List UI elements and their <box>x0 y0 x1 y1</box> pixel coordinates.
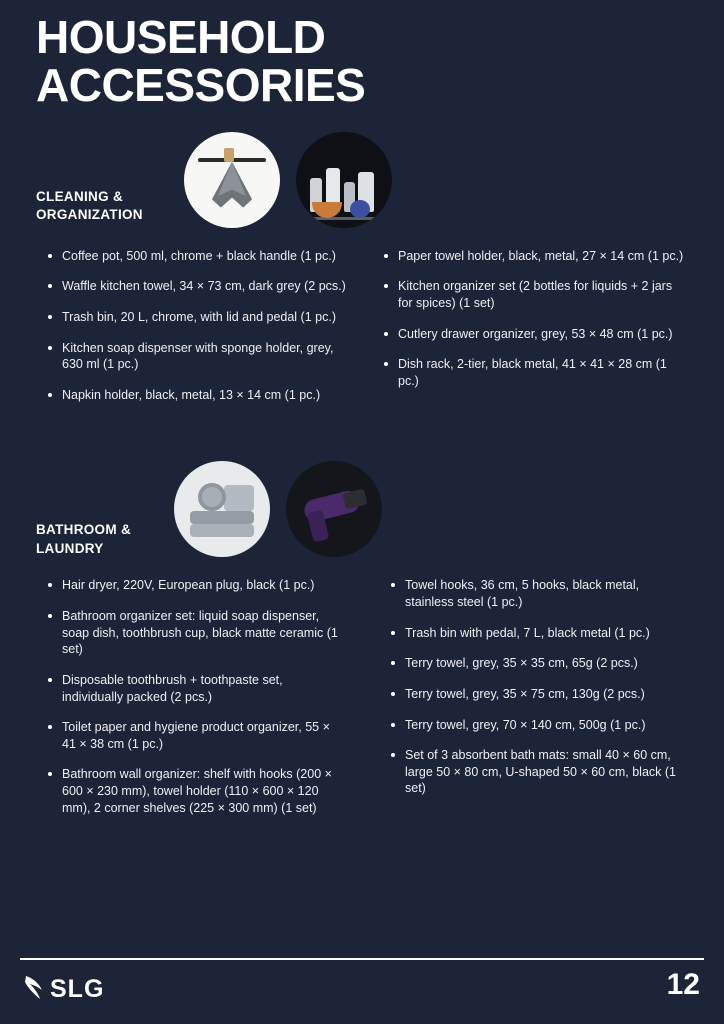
list-item: Coffee pot, 500 ml, chrome + black handle (1 pc.) <box>46 248 352 265</box>
hair-dryer-photo <box>286 461 382 557</box>
bathroom-right-list <box>389 577 688 797</box>
list-item: Napkin holder, black, metal, 13 × 14 cm (1 pc.) <box>46 387 352 404</box>
towel-on-hook-photo <box>184 132 280 228</box>
cleaning-right-column <box>374 248 688 418</box>
list-item: Hair dryer, 220V, European plug, black (1 pc.) <box>46 577 345 594</box>
list-item: Trash bin with pedal, 7 L, black metal (1 pc.) <box>389 625 688 642</box>
section-image-row <box>184 132 688 228</box>
cleaning-left-list <box>46 248 352 404</box>
section-columns <box>36 577 688 830</box>
brand-logo <box>22 972 104 1007</box>
list-item: Cutlery drawer organizer, grey, 53 × 48 cm (1 pc.) <box>382 326 688 343</box>
list-item: Paper towel holder, black, metal, 27 × 14 cm (1 pc.) <box>382 248 688 265</box>
list-item: Dish rack, 2-tier, black metal, 41 × 41 × 28 cm (1 pc.) <box>382 356 688 389</box>
bathroom-left-column <box>36 577 345 830</box>
bathroom-left-list <box>46 577 345 816</box>
list-item: Trash bin, 20 L, chrome, with lid and pedal (1 pc.) <box>46 309 352 326</box>
list-item: Set of 3 absorbent bath mats: small 40 × 60 cm, large 50 × 80 cm, U-shaped 50 × 60 cm, black (1 set) <box>389 747 688 797</box>
stacked-towels-photo <box>174 461 270 557</box>
page-title-line-1: HOUSEHOLD <box>36 11 326 63</box>
list-item: Bathroom wall organizer: shelf with hooks (200 × 600 × 230 mm), towel holder (110 × 600 × 120 mm), 2 corner shelves (225 × 300 mm) (1 set) <box>46 766 345 816</box>
list-item: Kitchen organizer set (2 bottles for liquids + 2 jars for spices) (1 set) <box>382 278 688 311</box>
bathroom-right-column <box>367 577 688 830</box>
page-footer <box>0 958 724 1024</box>
section-image-row <box>174 461 688 557</box>
footer-divider <box>20 958 704 960</box>
section-cleaning-organization <box>36 132 688 418</box>
list-item: Terry towel, grey, 35 × 35 cm, 65g (2 pcs.) <box>389 655 688 672</box>
list-item: Waffle kitchen towel, 34 × 73 cm, dark grey (2 pcs.) <box>46 278 352 295</box>
brand-name: SLG <box>50 975 105 1003</box>
list-item: Terry towel, grey, 35 × 75 cm, 130g (2 pcs.) <box>389 686 688 703</box>
list-item: Bathroom organizer set: liquid soap dispenser, soap dish, toothbrush cup, black matte ceramic (1 set) <box>46 608 345 658</box>
bathroom-bottles-photo <box>296 132 392 228</box>
cleaning-left-column <box>36 248 352 418</box>
page-title <box>36 0 688 110</box>
list-item: Toilet paper and hygiene product organizer, 55 × 41 × 38 cm (1 pc.) <box>46 719 345 752</box>
list-item: Kitchen soap dispenser with sponge holder, grey, 630 ml (1 pc.) <box>46 340 352 373</box>
section-columns <box>36 248 688 418</box>
cleaning-right-list <box>382 248 688 390</box>
section-heading-bathroom: BATHROOM & LAUNDRY <box>36 522 131 556</box>
bird-logo-icon <box>22 972 48 1007</box>
section-heading-cleaning: CLEANING & ORGANIZATION <box>36 188 143 222</box>
section-bathroom-laundry <box>36 461 688 830</box>
page-title-line-2: ACCESSORIES <box>36 58 366 111</box>
list-item: Towel hooks, 36 cm, 5 hooks, black metal, stainless steel (1 pc.) <box>389 577 688 610</box>
list-item: Terry towel, grey, 70 × 140 cm, 500g (1 pc.) <box>389 717 688 734</box>
list-item: Disposable toothbrush + toothpaste set, individually packed (2 pcs.) <box>46 672 345 705</box>
page-number: 12 <box>666 968 700 1001</box>
